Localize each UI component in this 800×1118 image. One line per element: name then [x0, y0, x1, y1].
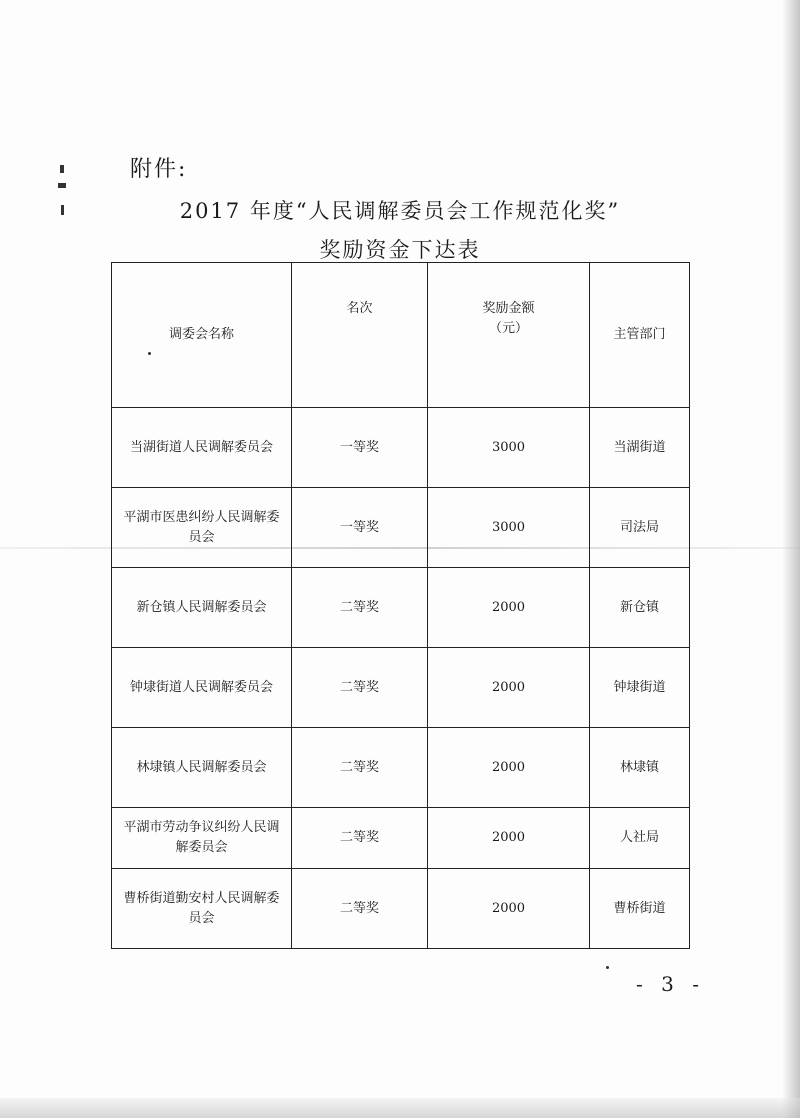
- header-name: 调委会名称: [112, 263, 292, 408]
- award-table: [111, 262, 690, 949]
- cell-rank: 二等奖: [292, 869, 428, 949]
- cell-name: 新仓镇人民调解委员会: [112, 568, 292, 648]
- table-row: [112, 869, 690, 949]
- cell-name: 林埭镇人民调解委员会: [112, 728, 292, 808]
- header-rank: 名次: [292, 263, 428, 408]
- cell-amount: 3000: [428, 408, 590, 488]
- attachment-label: 附件:: [130, 157, 188, 182]
- cell-department: 新仓镇: [590, 568, 690, 648]
- cell-department: 人社局: [590, 808, 690, 869]
- cell-amount: 2000: [428, 728, 590, 808]
- cell-department: 曹桥街道: [590, 869, 690, 949]
- cell-name: 平湖市医患纠纷人民调解委员会: [112, 488, 292, 568]
- cell-amount: 2000: [428, 648, 590, 728]
- header-amount: [428, 263, 590, 408]
- table-row: [112, 728, 690, 808]
- cell-name: 钟埭街道人民调解委员会: [112, 648, 292, 728]
- cell-amount: 2000: [428, 568, 590, 648]
- cell-amount: 2000: [428, 869, 590, 949]
- header-amount-label: 奖励金额: [482, 301, 535, 316]
- cell-name: 曹桥街道勤安村人民调解委员会: [112, 869, 292, 949]
- cell-rank: 二等奖: [292, 648, 428, 728]
- header-amount-unit: （元）: [488, 321, 528, 336]
- scan-speck: [606, 966, 609, 969]
- document-subtitle: 奖励资金下达表: [319, 238, 481, 262]
- cell-name: 平湖市劳动争议纠纷人民调解委员会: [112, 808, 292, 869]
- table-row: [112, 808, 690, 869]
- table-header-row: [112, 263, 690, 408]
- cell-department: 钟埭街道: [590, 648, 690, 728]
- scan-edge-shadow: [782, 0, 800, 1118]
- scan-bottom-strip: [0, 1098, 800, 1118]
- scan-speck: [148, 352, 151, 355]
- document-title: 2017 年度“人民调解委员会工作规范化奖”: [179, 199, 621, 223]
- table-row: [112, 488, 690, 568]
- table-row: [112, 408, 690, 488]
- cell-department: 司法局: [590, 488, 690, 568]
- header-department: 主管部门: [590, 263, 690, 408]
- cell-department: 当湖街道: [590, 408, 690, 488]
- table-row: [112, 648, 690, 728]
- cell-name: 当湖街道人民调解委员会: [112, 408, 292, 488]
- cell-rank: 二等奖: [292, 808, 428, 869]
- table-row: [112, 568, 690, 648]
- cell-rank: 一等奖: [292, 408, 428, 488]
- cell-department: 林埭镇: [590, 728, 690, 808]
- page-number: - 3 -: [636, 972, 705, 996]
- cell-amount: 2000: [428, 808, 590, 869]
- cell-rank: 一等奖: [292, 488, 428, 568]
- cell-rank: 二等奖: [292, 568, 428, 648]
- cell-rank: 二等奖: [292, 728, 428, 808]
- cell-amount: 3000: [428, 488, 590, 568]
